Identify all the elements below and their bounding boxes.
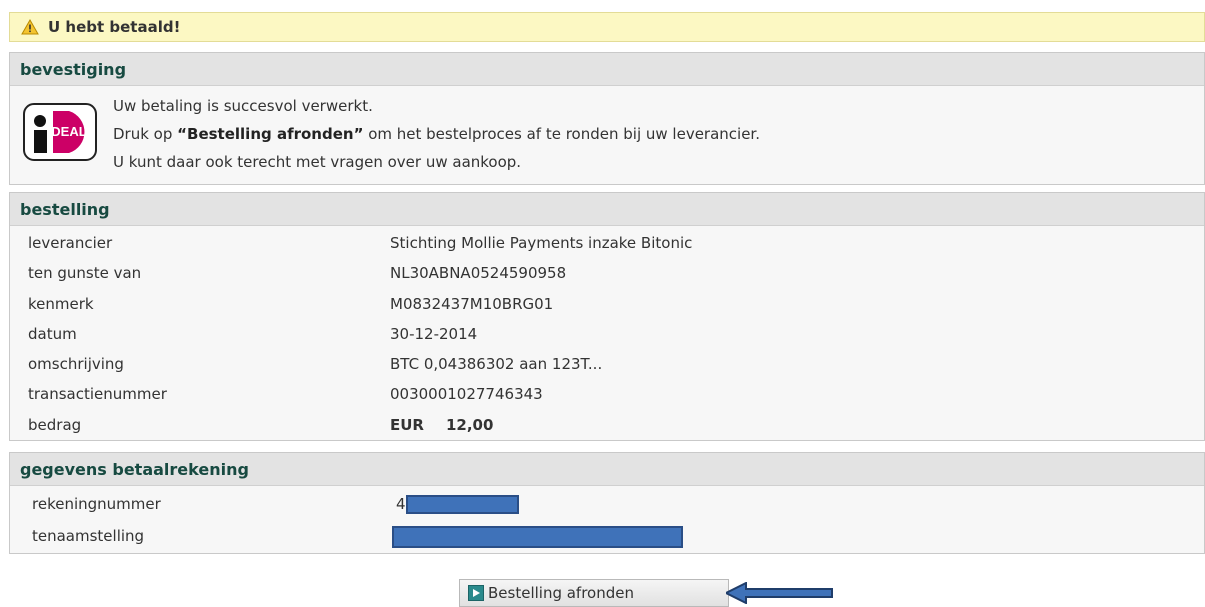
order-label-transaction: transactienummer xyxy=(28,385,167,403)
order-value-reference: M0832437M10BRG01 xyxy=(390,295,554,313)
confirmation-section xyxy=(9,52,1205,185)
pointer-arrow-icon xyxy=(726,582,834,604)
account-section xyxy=(9,452,1205,554)
account-value-number: 4 xyxy=(396,495,406,513)
confirmation-line-3: U kunt daar ook terecht met vragen over uw aankoop. xyxy=(113,153,522,171)
ideal-logo xyxy=(23,103,97,161)
order-value-description: BTC 0,04386302 aan 123T... xyxy=(390,355,603,373)
order-value-transaction: 0030001027746343 xyxy=(390,385,543,403)
order-label-description: omschrijving xyxy=(28,355,124,373)
ideal-logo-text: DEAL xyxy=(51,124,87,139)
alert-title: U hebt betaald! xyxy=(48,18,181,36)
order-section xyxy=(9,192,1205,441)
order-value-date: 30-12-2014 xyxy=(390,325,478,343)
order-value-supplier: Stichting Mollie Payments inzake Bitonic xyxy=(390,234,693,252)
redacted-account-holder xyxy=(392,526,683,548)
order-label-date: datum xyxy=(28,325,77,343)
order-value-amount xyxy=(390,416,493,434)
success-alert xyxy=(9,12,1205,42)
order-label-reference: kenmerk xyxy=(28,295,94,313)
play-icon xyxy=(468,585,484,601)
confirmation-bold-action: Bestelling afronden xyxy=(187,125,354,143)
complete-order-button[interactable] xyxy=(459,579,729,607)
complete-order-label: Bestelling afronden xyxy=(488,584,634,602)
confirmation-line-2: Druk op “Bestelling afronden” om het bestelproces af te ronden bij uw leverancier. xyxy=(113,125,760,143)
amount-currency: EUR xyxy=(390,416,424,434)
account-header: gegevens betaalrekening xyxy=(10,453,1204,486)
redacted-account-number xyxy=(406,495,519,514)
order-label-supplier: leverancier xyxy=(28,234,113,252)
account-label-number: rekeningnummer xyxy=(32,495,161,513)
amount-value: 12,00 xyxy=(445,416,494,434)
order-header: bestelling xyxy=(10,193,1204,226)
account-label-holder: tenaamstelling xyxy=(32,527,145,545)
warning-icon xyxy=(20,18,40,36)
order-label-amount: bedrag xyxy=(28,416,82,434)
confirmation-line-1: Uw betaling is succesvol verwerkt. xyxy=(113,97,373,115)
order-label-beneficiary: ten gunste van xyxy=(28,264,142,282)
confirmation-header: bevestiging xyxy=(10,53,1204,86)
order-value-beneficiary: NL30ABNA0524590958 xyxy=(390,264,567,282)
